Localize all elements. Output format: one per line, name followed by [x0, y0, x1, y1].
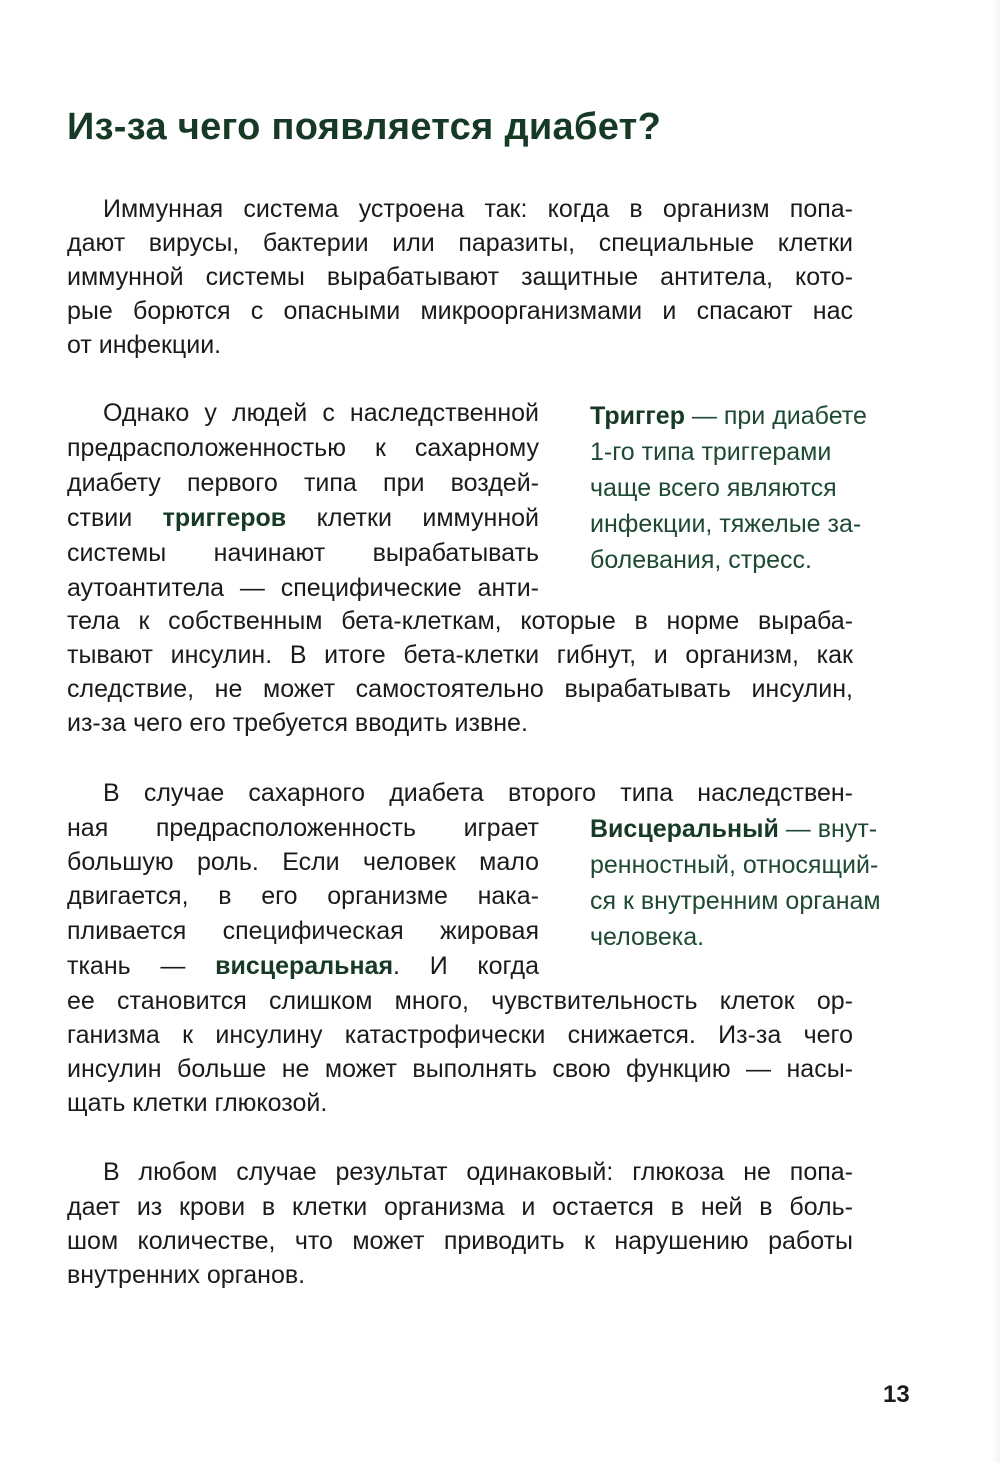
text-fragment: ткань —: [67, 952, 216, 980]
sidebar-line: [590, 398, 867, 434]
text-line: шом количестве, что может приводить к нарушению работы: [67, 1227, 853, 1255]
text-line: двигается, в его организме нака-: [67, 882, 539, 910]
text-fragment: — внут-: [778, 815, 878, 843]
text-line: Однако у людей с наследственной: [103, 399, 539, 427]
text-fragment: — при диабете: [684, 402, 867, 430]
sidebar-line: ся к внутренним органам: [590, 887, 881, 915]
text-line: Иммунная система устроена так: когда в организм попа-: [103, 195, 853, 223]
text-line: В случае сахарного диабета второго типа наследствен-: [103, 779, 853, 807]
sidebar-line: ренностный, относящий-: [590, 851, 879, 879]
sidebar-line: [590, 811, 877, 847]
sidebar-line: болевания, стресс.: [590, 546, 812, 574]
text-line: аутоантитела — специфические анти-: [67, 574, 539, 602]
sidebar-term: Триггер: [590, 402, 685, 430]
text-line: большую роль. Если человек мало: [67, 848, 539, 876]
page-edge-shadow: [992, 0, 1000, 1463]
term-visceral-highlight: висцеральная: [215, 952, 394, 980]
sidebar-line: инфекции, тяжелые за-: [590, 510, 862, 538]
text-line: дает из крови в клетки организма и остается в ней в боль-: [67, 1193, 853, 1221]
sidebar-line: 1-го типа триггерами: [590, 438, 832, 466]
text-line: системы начинают вырабатывать: [67, 539, 539, 567]
text-line: рые борются с опасными микроорганизмами и спасают нас: [67, 297, 853, 325]
text-line: иммунной системы вырабатывают защитные антитела, кото-: [67, 263, 853, 291]
text-line: инсулин больше не может выполнять свою функцию — насы-: [67, 1055, 853, 1083]
text-line: из-за чего его требуется вводить извне.: [67, 709, 528, 737]
text-line: пливается специфическая жировая: [67, 917, 539, 945]
text-line: тывают инсулин. В итоге бета-клетки гибнут, и организм, как: [67, 641, 853, 669]
text-fragment: ствии: [67, 504, 163, 532]
text-line: дают вирусы, бактерии или паразиты, специальные клетки: [67, 229, 853, 257]
text-line: от инфекции.: [67, 331, 222, 359]
text-line: диабету первого типа при воздей-: [67, 469, 539, 497]
page-number: 13: [883, 1381, 910, 1408]
text-line: В любом случае результат одинаковый: глюкоза не попа-: [103, 1158, 853, 1186]
text-line: ганизма к инсулину катастрофически снижается. Из-за чего: [67, 1021, 853, 1049]
text-line-with-term: [67, 949, 539, 983]
text-line: ная предрасположенность играет: [67, 814, 539, 842]
page-title: Из-за чего появляется диабет?: [67, 106, 662, 148]
text-line: ее становится слишком много, чувствительность клеток ор-: [67, 987, 853, 1015]
text-line: следствие, не может самостоятельно вырабатывать инсулин,: [67, 675, 853, 703]
text-fragment: . И когда: [393, 952, 539, 980]
text-line-with-term: [67, 501, 539, 535]
sidebar-line: человека.: [590, 923, 705, 951]
text-line: предрасположенностью к сахарному: [67, 434, 539, 462]
text-line: внутренних органов.: [67, 1261, 306, 1289]
text-line: щать клетки глюкозой.: [67, 1089, 328, 1117]
sidebar-term: Висцеральный: [590, 815, 779, 843]
text-line: тела к собственным бета-клеткам, которые в норме выраба-: [67, 607, 853, 635]
sidebar-line: чаще всего являются: [590, 474, 837, 502]
text-fragment: клетки иммунной: [286, 504, 539, 532]
term-trigger-highlight: триггеров: [162, 504, 287, 532]
